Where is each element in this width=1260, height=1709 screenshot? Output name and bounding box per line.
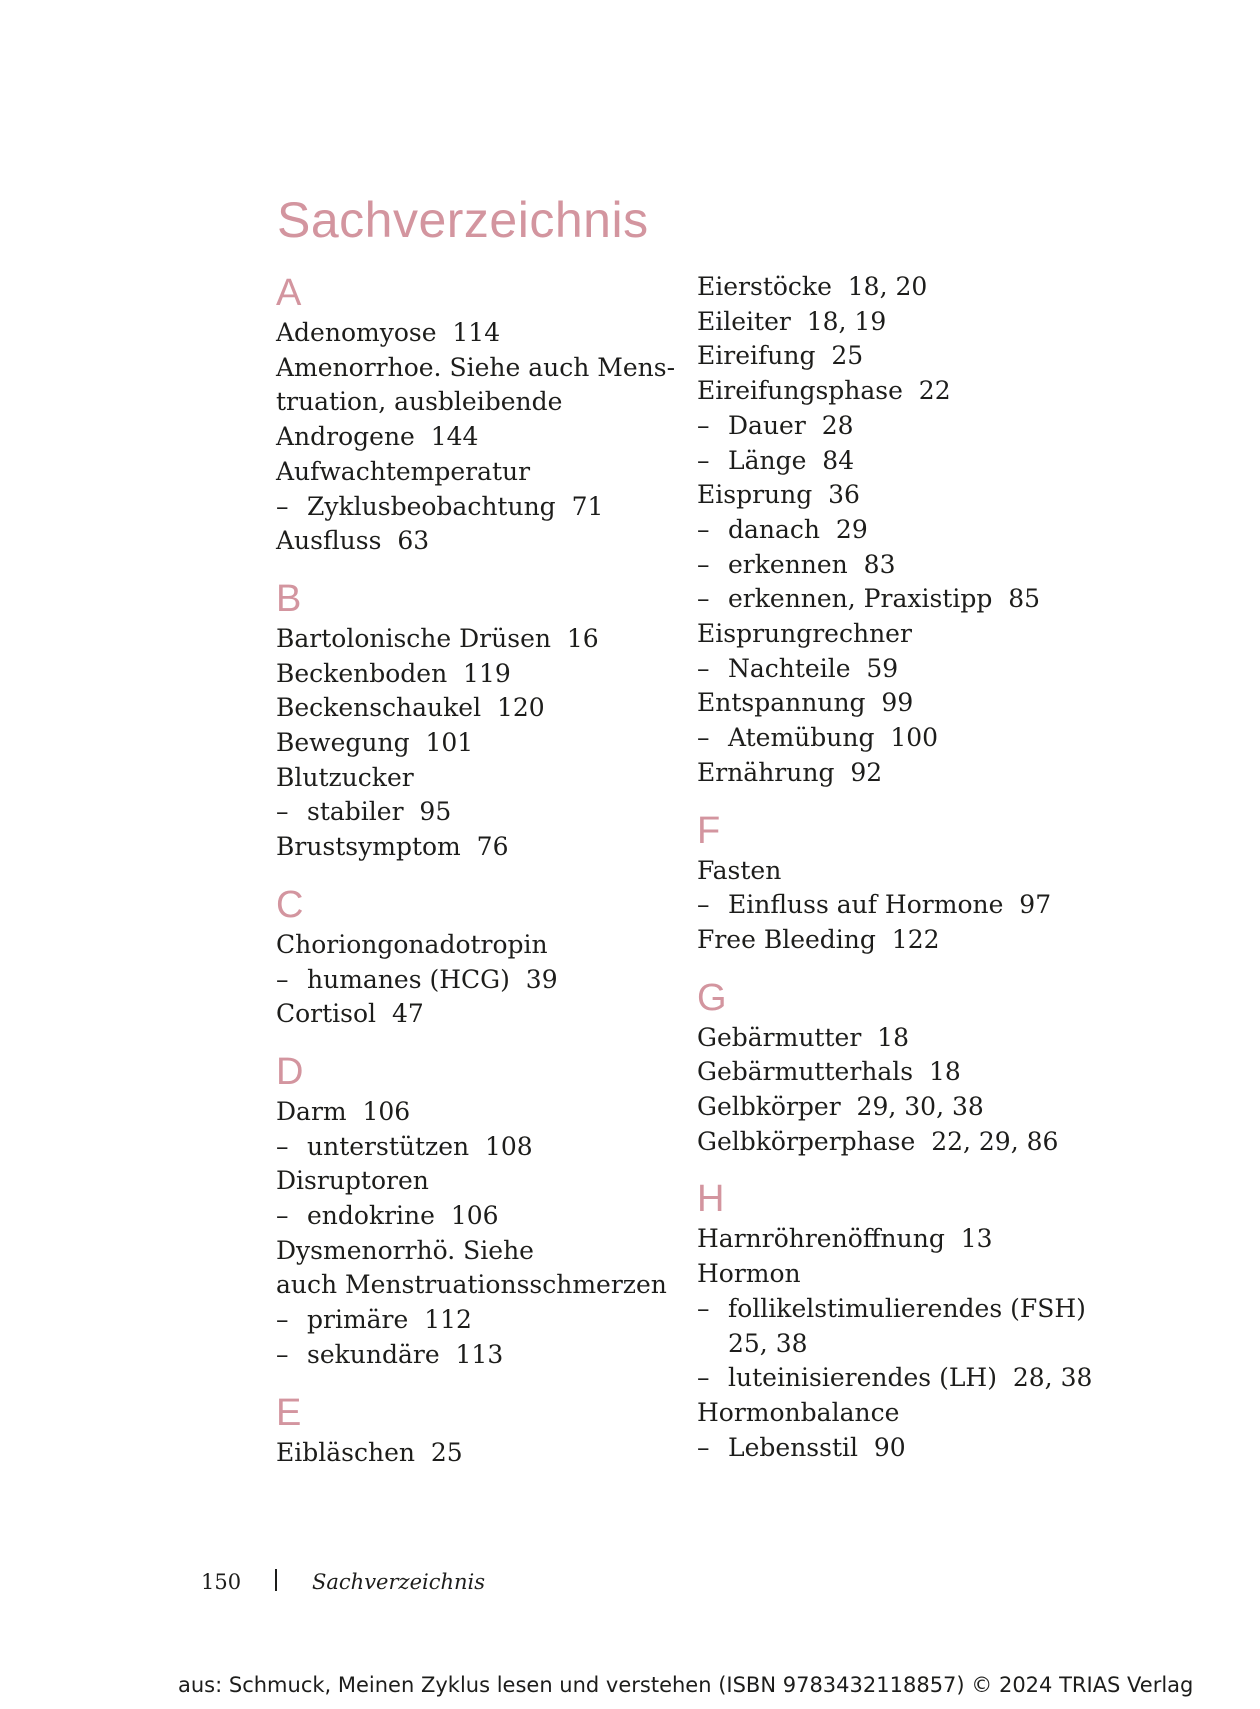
- entry-text: primäre 112: [307, 1305, 472, 1335]
- index-subentry: [276, 795, 696, 830]
- index-entry: [697, 617, 1117, 652]
- entry-text: Gebärmutter 18: [697, 1022, 909, 1052]
- index-entry: [697, 1222, 1117, 1257]
- entry-text: Einfluss auf Hormone 97: [728, 890, 1052, 920]
- entry-text: follikelstimulierendes (FSH): [728, 1293, 1086, 1323]
- section-letter: F: [697, 809, 721, 852]
- entry-text: Hormon: [697, 1259, 801, 1289]
- index-entry: [697, 1327, 1117, 1362]
- subentry-dash: –: [276, 491, 289, 521]
- subentry-dash: –: [276, 1339, 289, 1369]
- entry-text: erkennen, Praxistipp 85: [728, 584, 1041, 614]
- entry-text: Eisprung 36: [697, 480, 860, 510]
- entry-text: Ernährung 92: [697, 757, 883, 787]
- index-subentry: [697, 582, 1117, 617]
- index-entry: [697, 923, 1117, 958]
- entry-text: Gelbkörperphase 22, 29, 86: [697, 1126, 1059, 1156]
- entry-text: Ausfluss 63: [276, 526, 430, 556]
- index-subentry: [276, 1130, 696, 1165]
- index-entry: [276, 691, 696, 726]
- index-subentry: [697, 409, 1117, 444]
- entry-text: Nachteile 59: [728, 653, 899, 683]
- entry-text: Amenorrhoe. Siehe auch Mens-: [276, 352, 676, 382]
- index-subentry: [697, 1431, 1117, 1466]
- entry-text: Beckenschaukel 120: [276, 693, 545, 723]
- page-number: 150: [201, 1570, 242, 1594]
- index-entry: [697, 1396, 1117, 1431]
- entry-text: Hormonbalance: [697, 1397, 900, 1427]
- index-entry: [697, 1090, 1117, 1125]
- entry-text: truation, ausbleibende: [276, 387, 563, 417]
- entry-text: Eisprungrechner: [697, 619, 912, 649]
- subentry-dash: –: [276, 964, 289, 994]
- entry-text: Dauer 28: [728, 410, 854, 440]
- index-section: [276, 576, 696, 865]
- index-entry: [276, 316, 696, 351]
- subentry-dash: –: [697, 514, 710, 544]
- index-entry: [276, 351, 696, 386]
- index-entry: [697, 339, 1117, 374]
- subentry-dash: –: [276, 1131, 289, 1161]
- entry-text: sekundäre 113: [307, 1339, 504, 1369]
- index-section: [276, 270, 696, 559]
- entry-text: humanes (HCG) 39: [307, 964, 558, 994]
- index-entry: [697, 270, 1117, 305]
- section-letter: A: [276, 272, 302, 314]
- entry-text: Lebensstil 90: [728, 1432, 906, 1462]
- index-entry: [276, 385, 696, 420]
- index-column-right: [697, 270, 1117, 1465]
- index-entry: [276, 726, 696, 761]
- entry-text: Eileiter 18, 19: [697, 306, 887, 336]
- section-letter: D: [276, 1050, 304, 1093]
- entry-text: Atemübung 100: [728, 723, 939, 753]
- entry-text: Entspannung 99: [697, 688, 914, 718]
- entry-text: 25, 38: [728, 1328, 808, 1358]
- entry-text: Eireifung 25: [697, 341, 864, 371]
- subentry-dash: –: [697, 890, 710, 920]
- entry-text: Harnröhrenöffnung 13: [697, 1224, 993, 1254]
- subentry-dash: –: [697, 445, 710, 475]
- index-entry: [276, 761, 696, 796]
- subentry-dash: –: [697, 1363, 710, 1393]
- entry-text: Eireifungsphase 22: [697, 376, 951, 406]
- subentry-dash: –: [697, 410, 710, 440]
- index-subentry: [697, 548, 1117, 583]
- index-entry: [697, 1055, 1117, 1090]
- index-entry: [276, 455, 696, 490]
- subentry-dash: –: [697, 584, 710, 614]
- index-entry: [276, 622, 696, 657]
- entry-text: Fasten: [697, 855, 782, 885]
- section-letter: E: [276, 1391, 302, 1434]
- entry-text: Eibläschen 25: [276, 1437, 463, 1467]
- index-entry: [697, 686, 1117, 721]
- index-subentry: [276, 1303, 696, 1338]
- index-subentry: [697, 721, 1117, 756]
- index-section: [697, 808, 1117, 958]
- entry-text: endokrine 106: [307, 1201, 499, 1231]
- index-entry: [697, 305, 1117, 340]
- section-letter: H: [697, 1178, 725, 1221]
- entry-text: Free Bleeding 122: [697, 924, 940, 954]
- index-subentry: [697, 1292, 1117, 1327]
- subentry-dash: –: [697, 653, 710, 683]
- index-section: [697, 975, 1117, 1160]
- entry-text: Länge 84: [728, 445, 855, 475]
- index-subentry: [697, 444, 1117, 479]
- index-entry: [276, 830, 696, 865]
- entry-text: danach 29: [728, 514, 868, 544]
- index-entry: [697, 1257, 1117, 1292]
- subentry-dash: –: [276, 1201, 289, 1231]
- index-section: [697, 1176, 1117, 1465]
- index-entry: [276, 928, 696, 963]
- index-entry: [697, 854, 1117, 889]
- subentry-dash: –: [697, 1432, 710, 1462]
- index-entry: [697, 478, 1117, 513]
- index-subentry: [276, 963, 696, 998]
- index-section: [276, 1390, 696, 1471]
- entry-text: Eierstöcke 18, 20: [697, 272, 928, 301]
- entry-text: Darm 106: [276, 1096, 411, 1126]
- entry-text: Androgene 144: [276, 422, 479, 452]
- index-subentry: [276, 1199, 696, 1234]
- subentry-dash: –: [697, 1293, 710, 1323]
- index-subentry: [276, 490, 696, 525]
- index-entry: [697, 374, 1117, 409]
- index-entry: [276, 657, 696, 692]
- index-entry: [697, 756, 1117, 791]
- entry-text: erkennen 83: [728, 549, 896, 579]
- subentry-dash: –: [276, 797, 289, 827]
- entry-text: Zyklusbeobachtung 71: [307, 491, 604, 521]
- entry-text: luteinisierendes (LH) 28, 38: [728, 1363, 1093, 1393]
- index-column-left: [276, 270, 696, 1470]
- index-entry: [276, 1234, 696, 1269]
- index-subentry: [697, 652, 1117, 687]
- entry-text: Adenomyose 114: [276, 318, 501, 347]
- entry-text: auch Menstruationsschmerzen: [276, 1270, 667, 1300]
- index-entry: [276, 524, 696, 559]
- section-letter: C: [276, 883, 304, 926]
- index-section: [697, 270, 1117, 791]
- index-subentry: [697, 1361, 1117, 1396]
- index-section: [276, 882, 696, 1032]
- source-citation: aus: Schmuck, Meinen Zyklus lesen und verstehen (ISBN 9783432118857) © 2024 TRIAS Verlag: [178, 1673, 1194, 1697]
- entry-text: Gebärmutterhals 18: [697, 1057, 961, 1087]
- entry-text: Brustsymptom 76: [276, 832, 509, 862]
- index-entry: [276, 420, 696, 455]
- index-entry: [276, 1164, 696, 1199]
- entry-text: Aufwachtemperatur: [276, 456, 531, 486]
- entry-text: Bartolonische Drüsen 16: [276, 623, 599, 653]
- entry-text: Disruptoren: [276, 1166, 429, 1196]
- subentry-dash: –: [276, 1305, 289, 1335]
- entry-text: stabiler 95: [307, 797, 452, 827]
- index-subentry: [697, 888, 1117, 923]
- subentry-dash: –: [697, 549, 710, 579]
- page-title: Sachverzeichnis: [277, 192, 649, 248]
- index-subentry: [276, 1338, 696, 1373]
- index-entry: [697, 1125, 1117, 1160]
- index-entry: [276, 1268, 696, 1303]
- section-letter: G: [697, 976, 727, 1019]
- index-entry: [276, 997, 696, 1032]
- running-footer-title: Sachverzeichnis: [312, 1570, 486, 1594]
- index-entry: [697, 1021, 1117, 1056]
- index-entry: [276, 1436, 696, 1471]
- index-entry: [276, 1095, 696, 1130]
- index-section: [276, 1049, 696, 1373]
- section-letter: B: [276, 577, 302, 620]
- entry-text: unterstützen 108: [307, 1131, 533, 1161]
- entry-text: Dysmenorrhö. Siehe: [276, 1235, 534, 1265]
- entry-text: Gelbkörper 29, 30, 38: [697, 1092, 984, 1122]
- subentry-dash: –: [697, 723, 710, 753]
- entry-text: Cortisol 47: [276, 999, 424, 1029]
- entry-text: Choriongonadotropin: [276, 929, 548, 959]
- entry-text: Beckenboden 119: [276, 658, 511, 688]
- entry-text: Bewegung 101: [276, 728, 474, 758]
- footer-separator: [275, 1569, 277, 1591]
- index-subentry: [697, 513, 1117, 548]
- entry-text: Blutzucker: [276, 762, 414, 792]
